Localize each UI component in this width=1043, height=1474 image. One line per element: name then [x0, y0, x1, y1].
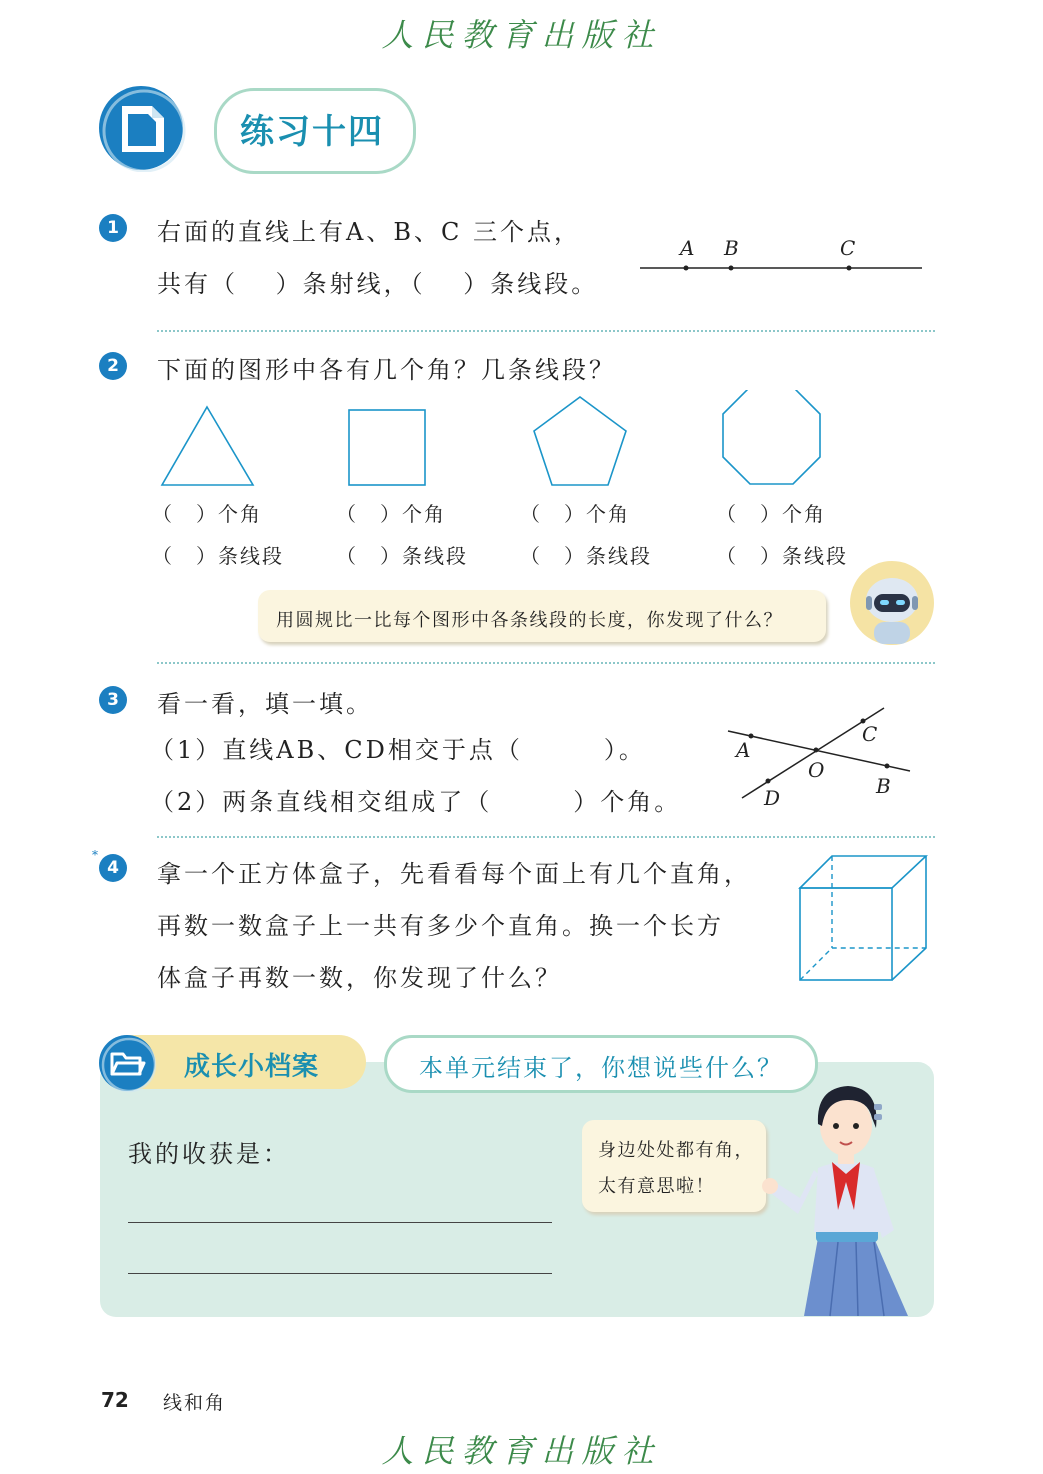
folder-icon — [98, 1034, 158, 1094]
point-label-d: D — [764, 786, 783, 810]
octagon-segments: （ ）条线段 — [716, 544, 848, 568]
q1-line-figure — [630, 230, 930, 280]
octagon-shape — [723, 390, 820, 484]
triangle-segments: （ ）条线段 — [152, 544, 284, 568]
document-icon — [98, 86, 186, 172]
q1-line2: 共有（ ）条射线，（ ）条线段。 — [157, 270, 599, 298]
speech-bubble — [582, 1120, 766, 1212]
speech-line-1: 身边处处都有角， — [598, 1140, 754, 1161]
optional-star: * — [92, 848, 98, 862]
hint-text: 用圆规比一比每个图形中各条线段的长度，你发现了什么？ — [276, 610, 783, 631]
speech-line-2: 太有意思啦！ — [598, 1176, 715, 1197]
harvest-label: 我的收获是： — [128, 1140, 290, 1168]
pentagon-segments: （ ）条线段 — [520, 544, 652, 568]
q4-line3: 体盒子再数一数，你发现了什么？ — [157, 964, 562, 992]
point-label-a: A — [680, 236, 697, 260]
point-label-c: C — [840, 236, 858, 260]
point-label-c: C — [862, 722, 880, 746]
answer-line-1[interactable] — [128, 1222, 552, 1223]
triangle-angles: （ ）个角 — [152, 502, 262, 526]
cube-figure — [796, 852, 930, 986]
separator — [157, 662, 935, 664]
point-label-b: B — [876, 774, 893, 798]
publisher-logo: 人民教育出版社 — [381, 1432, 662, 1470]
square-segments: （ ）条线段 — [336, 544, 468, 568]
q3-sub1: （1）直线AB、CD相交于点（ ）。 — [150, 736, 646, 764]
square-angles: （ ）个角 — [336, 502, 446, 526]
separator — [157, 330, 935, 332]
robot-avatar-icon — [848, 560, 936, 646]
point-label-a: A — [736, 738, 753, 762]
exercise-title: 练习十四 — [240, 112, 384, 152]
page-number: 72 — [101, 1388, 129, 1412]
chapter-name: 线和角 — [163, 1392, 227, 1414]
q2-shapes — [150, 390, 870, 490]
square-shape — [349, 410, 425, 485]
q3-sub2: （2）两条直线相交组成了（ ）个角。 — [150, 788, 682, 816]
growth-prompt: 本单元结束了，你想说些什么？ — [419, 1054, 783, 1082]
separator — [157, 836, 935, 838]
triangle-shape — [162, 407, 253, 485]
question-number-1: 1 — [99, 214, 127, 242]
q1-line1: 右面的直线上有A、B、C 三个点， — [157, 218, 581, 246]
octagon-angles: （ ）个角 — [716, 502, 826, 526]
answer-line-2[interactable] — [128, 1273, 552, 1274]
pentagon-angles: （ ）个角 — [520, 502, 630, 526]
growth-title: 成长小档案 — [184, 1052, 320, 1082]
q2-text: 下面的图形中各有几个角？几条线段？ — [157, 356, 616, 384]
girl-student-illustration — [758, 1070, 918, 1318]
q4-line2: 再数一数盒子上一共有多少个直角。换一个长方 — [157, 912, 724, 940]
q4-line1: 拿一个正方体盒子，先看看每个面上有几个直角， — [157, 860, 751, 888]
point-label-o: O — [808, 758, 827, 782]
point-label-b: B — [724, 236, 741, 260]
q3-text: 看一看，填一填。 — [157, 690, 373, 718]
question-number-3: 3 — [99, 686, 127, 714]
question-number-4: 4 — [99, 854, 127, 882]
question-number-2: 2 — [99, 352, 127, 380]
publisher-logo: 人民教育出版社 — [381, 16, 662, 54]
pentagon-shape — [534, 397, 626, 485]
